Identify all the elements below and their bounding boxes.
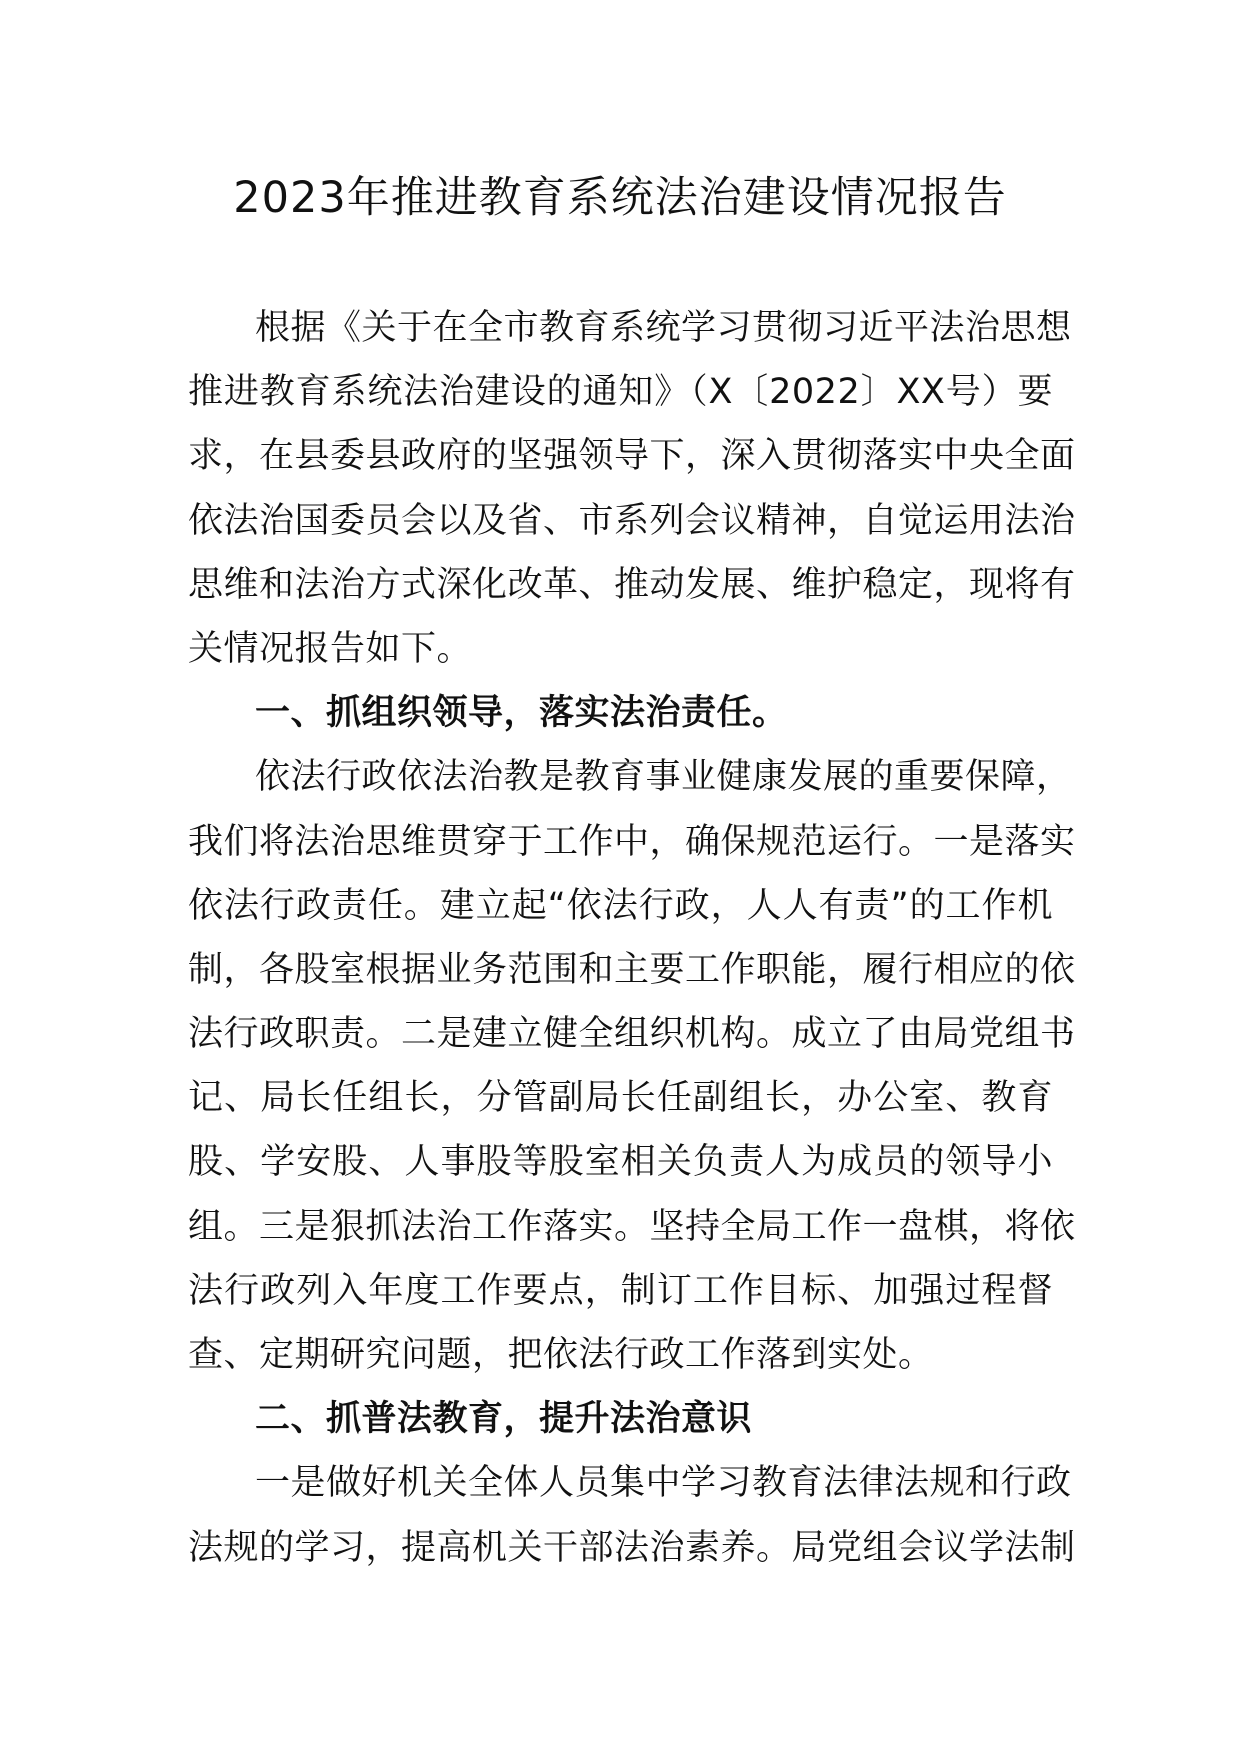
paragraph-line: 一是做好机关全体人员集中学习教育法律法规和行政 (255, 1463, 1072, 1504)
paragraph-line: 法行政职责。二是建立健全组织机构。成立了由局党组书 (188, 1014, 1076, 1055)
document-body (188, 296, 1076, 1580)
paragraph-line: 我们将法治思维贯穿于工作中，确保规范运行。一是落实 (188, 821, 1076, 862)
paragraph-line: 求，在县委县政府的坚强领导下，深入贯彻落实中央全面 (188, 436, 1076, 477)
paragraph-line: 股、学安股、人事股等股室相关负责人为成员的领导小 (188, 1142, 1053, 1183)
paragraph-line: 推进教育系统法治建设的通知》（X〔2022〕XX号）要 (188, 372, 1053, 413)
paragraph-line: 依法行政依法治教是教育事业健康发展的重要保障， (255, 757, 1072, 798)
paragraph-line: 根据《关于在全市教育系统学习贯彻习近平法治思想 (255, 308, 1072, 348)
paragraph-line: 思维和法治方式深化改革、推动发展、维护稳定，现将有 (188, 564, 1076, 605)
paragraph-line: 查、定期研究问题，把依法行政工作落到实处。 (188, 1335, 934, 1375)
section-heading-2: 二、抓普法教育，提升法治意识 (255, 1399, 753, 1440)
section-heading-1: 一、抓组织领导，落实法治责任。 (255, 693, 788, 734)
document-title: 2023年推进教育系统法治建设情况报告 (233, 173, 1007, 223)
paragraph-line: 记、局长任组长，分管副局长任副组长，办公室、教育 (188, 1078, 1053, 1119)
paragraph-line: 关情况报告如下。 (188, 628, 473, 669)
paragraph-line: 制，各股室根据业务范围和主要工作职能，履行相应的依 (188, 949, 1076, 990)
paragraph-line: 法行政列入年度工作要点，制订工作目标、加强过程督 (188, 1270, 1053, 1311)
paragraph-line: 法规的学习，提高机关干部法治素养。局党组会议学法制 (188, 1527, 1076, 1568)
paragraph-line: 依法行政责任。建立起“依法行政，人人有责”的工作机 (188, 885, 1053, 926)
paragraph-line: 依法治国委员会以及省、市系列会议精神，自觉运用法治 (188, 500, 1076, 541)
paragraph-line: 组。三是狠抓法治工作落实。坚持全局工作一盘棋，将依 (188, 1206, 1076, 1247)
